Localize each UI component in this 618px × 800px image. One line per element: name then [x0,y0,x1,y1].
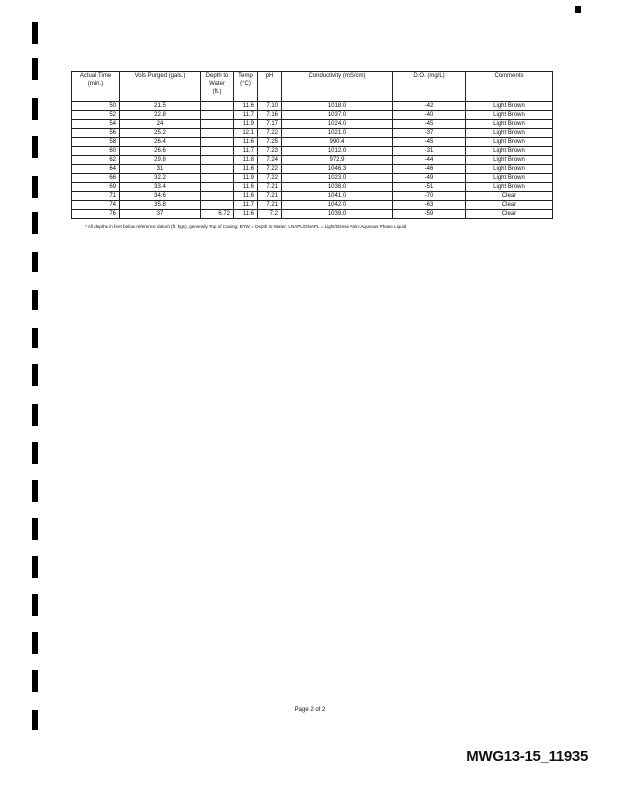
cell-depth [201,138,234,147]
cell-purged: 25.2 [120,129,201,138]
binder-mark [32,176,38,198]
cell-time: 74 [72,201,120,210]
cell-purged: 26.4 [120,138,201,147]
cell-purged: 32.2 [120,174,201,183]
cell-comments: Light Brown [466,156,553,165]
cell-ph: 7.22 [258,129,282,138]
cell-time: 52 [72,111,120,120]
table-row [72,210,553,219]
cell-depth [201,147,234,156]
table-row [72,129,553,138]
cell-conductivity: 1021.0 [282,129,393,138]
cell-temp: 11.7 [234,111,258,120]
cell-purged: 35.8 [120,201,201,210]
cell-comments: Light Brown [466,120,553,129]
header-time: Actual Time (min.) [72,72,120,102]
cell-depth [201,201,234,210]
cell-temp: 11.6 [234,183,258,192]
cell-conductivity: 1012.0 [282,147,393,156]
cell-conductivity: 1046.3 [282,165,393,174]
header-comments: Comments [466,72,553,102]
cell-time: 69 [72,183,120,192]
cell-depth [201,174,234,183]
cell-do: -37 [393,129,466,138]
cell-conductivity: 1024.0 [282,120,393,129]
cell-depth [201,111,234,120]
cell-conductivity: 1018.0 [282,102,393,111]
binder-mark [32,556,38,578]
cell-purged: 29.8 [120,156,201,165]
cell-conductivity: 1042.0 [282,201,393,210]
table-row [72,120,553,129]
cell-purged: 26.6 [120,147,201,156]
cell-do: -63 [393,201,466,210]
binder-mark [32,364,38,386]
cell-ph: 7.10 [258,102,282,111]
cell-ph: 7.2 [258,210,282,219]
header-do: D.O. (mg/L) [393,72,466,102]
cell-ph: 7.22 [258,174,282,183]
cell-temp: 12.1 [234,129,258,138]
cell-comments: Light Brown [466,183,553,192]
cell-time: 71 [72,192,120,201]
cell-purged: 21.5 [120,102,201,111]
cell-comments: Light Brown [466,147,553,156]
cell-ph: 7.21 [258,192,282,201]
cell-conductivity: 1023.0 [282,174,393,183]
cell-comments: Clear [466,210,553,219]
footnote: * All depths in feet below reference datum (ft. bgs), generally Top of Casing; BTW = Depth to Water; LNAPL/DNAPL = Light/Dense Non-Aqueous Phase Liquid [85,224,407,229]
header-temp: Temp (°C) [234,72,258,102]
cell-temp: 11.8 [234,156,258,165]
cell-purged: 34.6 [120,192,201,201]
table-row [72,111,553,120]
binder-mark [32,518,38,540]
cell-comments: Light Brown [466,129,553,138]
cell-conductivity: 972.9 [282,156,393,165]
binder-mark [32,442,38,464]
binder-mark [32,632,38,654]
cell-time: 76 [72,210,120,219]
cell-conductivity: 1037.0 [282,111,393,120]
cell-conductivity: 1039.0 [282,210,393,219]
cell-ph: 7.21 [258,183,282,192]
cell-temp: 11.6 [234,210,258,219]
binder-mark [32,22,38,44]
corner-mark [575,6,581,13]
cell-temp: 11.9 [234,174,258,183]
cell-depth [201,102,234,111]
cell-comments: Light Brown [466,174,553,183]
cell-do: -44 [393,156,466,165]
cell-temp: 11.6 [234,102,258,111]
cell-depth [201,165,234,174]
table-row [72,165,553,174]
cell-depth [201,183,234,192]
table-row [72,192,553,201]
cell-ph: 7.25 [258,138,282,147]
cell-ph: 7.23 [258,147,282,156]
binder-mark [32,136,38,158]
cell-comments: Light Brown [466,111,553,120]
cell-do: -45 [393,138,466,147]
table-header-row [72,72,553,102]
table-row [72,201,553,210]
cell-time: 60 [72,147,120,156]
cell-do: -31 [393,147,466,156]
cell-conductivity: 1041.0 [282,192,393,201]
cell-depth [201,120,234,129]
cell-temp: 11.9 [234,120,258,129]
cell-temp: 11.6 [234,165,258,174]
binder-mark [32,594,38,616]
table-row [72,102,553,111]
cell-purged: 37 [120,210,201,219]
cell-do: -51 [393,183,466,192]
cell-time: 58 [72,138,120,147]
cell-depth [201,156,234,165]
table-row [72,147,553,156]
header-depth-to-water: Depth to Water (ft.) [201,72,234,102]
cell-temp: 11.7 [234,201,258,210]
table-row [72,174,553,183]
binder-mark [32,328,38,348]
cell-time: 50 [72,102,120,111]
binder-mark [32,480,38,502]
cell-purged: 22.8 [120,111,201,120]
cell-temp: 11.6 [234,192,258,201]
cell-do: -45 [393,120,466,129]
table-body [72,102,553,219]
cell-temp: 11.6 [234,138,258,147]
cell-time: 56 [72,129,120,138]
cell-ph: 7.17 [258,120,282,129]
cell-depth [201,129,234,138]
binder-mark [32,404,38,426]
cell-do: -59 [393,210,466,219]
binder-mark [32,98,38,120]
cell-time: 66 [72,174,120,183]
cell-comments: Light Brown [466,102,553,111]
header-conductivity: Conductivity (mS/cm) [282,72,393,102]
cell-temp: 11.7 [234,147,258,156]
cell-purged: 24 [120,120,201,129]
cell-ph: 7.22 [258,165,282,174]
document-id: MWG13-15_11935 [466,748,588,765]
binder-mark [32,252,38,272]
field-parameter-table [71,71,553,219]
binder-mark [32,710,38,730]
binder-mark [32,58,38,80]
cell-conductivity: 1038.0 [282,183,393,192]
cell-do: -42 [393,102,466,111]
cell-ph: 7.24 [258,156,282,165]
cell-time: 54 [72,120,120,129]
binder-mark [32,290,38,310]
cell-comments: Light Brown [466,165,553,174]
binder-mark [32,212,38,234]
page-number: Page 2 of 2 [294,707,326,713]
binder-mark [32,670,38,692]
cell-do: -70 [393,192,466,201]
header-ph: pH [258,72,282,102]
header-vols-purged: Vols Purged (gals.) [120,72,201,102]
cell-purged: 31 [120,165,201,174]
cell-ph: 7.21 [258,201,282,210]
table-row [72,138,553,147]
cell-do: -40 [393,111,466,120]
cell-time: 64 [72,165,120,174]
cell-comments: Light Brown [466,138,553,147]
cell-comments: Clear [466,201,553,210]
cell-purged: 33.4 [120,183,201,192]
table-row [72,183,553,192]
cell-do: -49 [393,174,466,183]
cell-conductivity: 990.4 [282,138,393,147]
cell-do: -46 [393,165,466,174]
cell-comments: Clear [466,192,553,201]
cell-depth [201,192,234,201]
cell-ph: 7.16 [258,111,282,120]
cell-depth: 6.72 [201,210,234,219]
table-row [72,156,553,165]
cell-time: 62 [72,156,120,165]
